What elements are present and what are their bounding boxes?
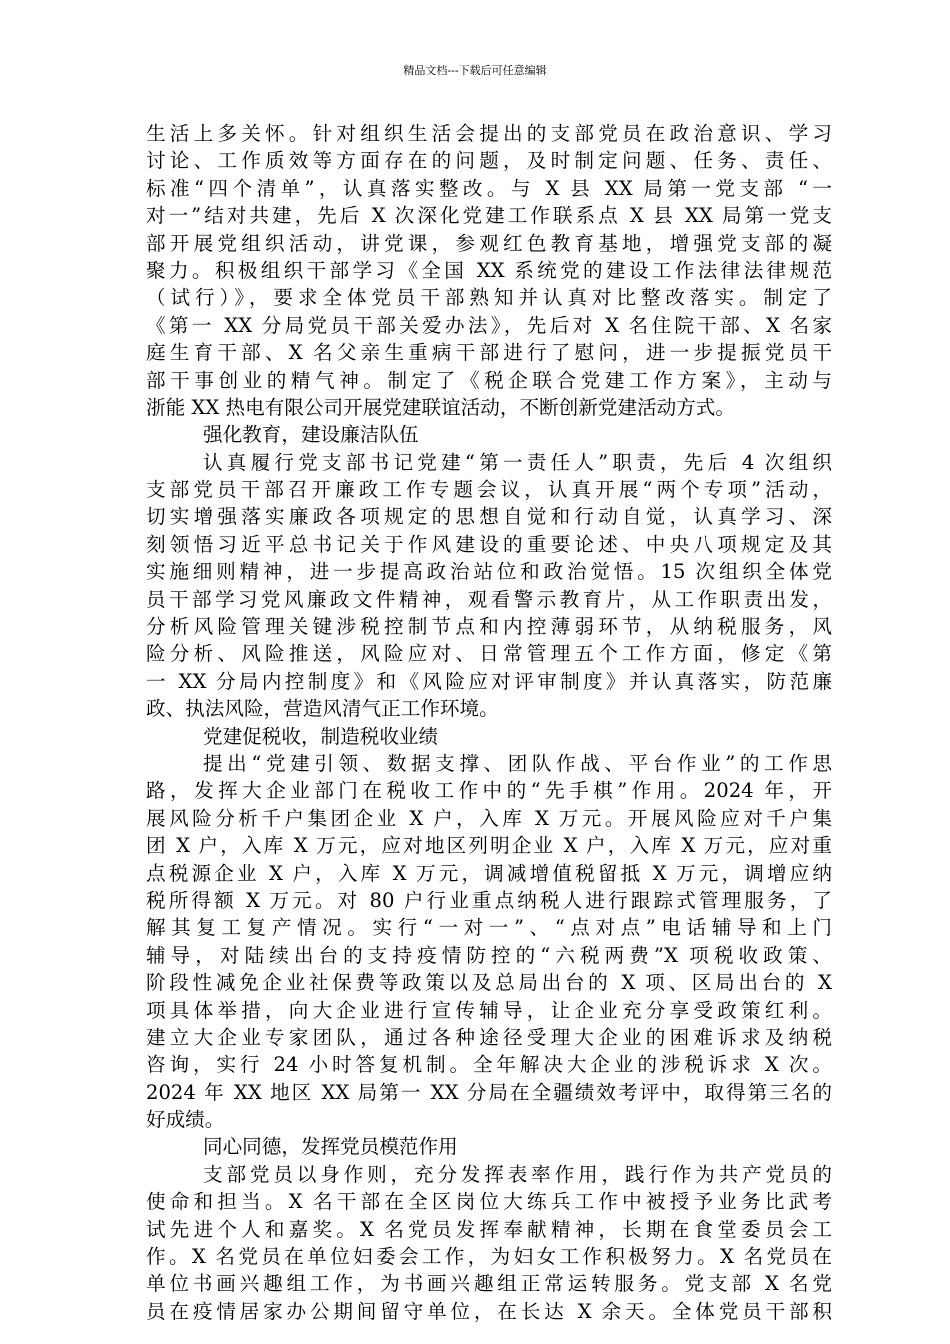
paragraph-line: 庭生育干部、X 名父亲生重病干部进行了慰问，进一步提振党员干: [146, 341, 832, 365]
paragraph-line: 一 XX 分局内控制度》和《风险应对评审制度》并认真落实，防范廉: [146, 669, 832, 693]
paragraph-line: 咨询，实行 24 小时答复机制。全年解决大企业的涉税诉求 X 次。: [146, 1053, 832, 1077]
paragraph-line: 点税源企业 X 户，入库 X 万元，调减增值税留抵 X 万元，调增应纳: [146, 861, 832, 885]
paragraph-line: 好成绩。: [146, 1108, 225, 1132]
paragraph-line: 使命和担当。X 名干部在全区岗位大练兵工作中被授予业务比武考: [146, 1190, 832, 1214]
paragraph-line: 作。X 名党员在单位妇委会工作，为妇女工作积极努力。X 名党员在: [146, 1245, 832, 1269]
paragraph-line: 部开展党组织活动，讲党课，参观红色教育基地，增强党支部的凝: [146, 231, 832, 255]
paragraph-line: 员干部学习党风廉政文件精神，观看警示教育片，从工作职责出发，: [146, 587, 832, 611]
paragraph-line: 项具体举措，向大企业进行宣传辅导，让企业充分享受政策红利。: [146, 998, 832, 1022]
paragraph-line: 认真履行党支部书记党建“第一责任人”职责，先后 4 次组织: [203, 450, 832, 474]
paragraph-line: 提出“党建引领、数据支撑、团队作战、平台作业”的工作思: [203, 751, 832, 775]
paragraph-line: 政、执法风险，营造风清气正工作环境。: [146, 697, 499, 721]
paragraph-line: 试先进个人和嘉奖。X 名党员发挥奉献精神，长期在食堂委员会工: [146, 1217, 832, 1241]
paragraph-line: 税所得额 X 万元。对 80 户行业重点纳税人进行跟踪式管理服务，了: [146, 888, 832, 912]
paragraph-line: 路，发挥大企业部门在税收工作中的“先手棋”作用。2024 年，开: [146, 779, 832, 803]
paragraph-line: 建立大企业专家团队，通过各种途径受理大企业的困难诉求及纳税: [146, 1025, 832, 1049]
paragraph-line: 标准“四个清单”，认真落实整改。与 X 县 XX 局第一党支部 “一: [146, 176, 832, 200]
section-heading: 党建促税收，制造税收业绩: [203, 724, 439, 748]
paragraph-line: 浙能 XX 热电有限公司开展党建联谊活动，不断创新党建活动方式。: [146, 395, 735, 419]
section-heading: 同心同德，发挥党员模范作用: [203, 1135, 458, 1159]
document-body: [146, 120, 832, 1325]
paragraph-line: 解其复工复产情况。实行“一对一”、“点对点”电话辅导和上门: [146, 916, 832, 940]
paragraph-line: 2024 年 XX 地区 XX 局第一 XX 分局在全疆绩效考评中，取得第三名的: [146, 1080, 832, 1104]
paragraph-line: 险分析、风险推送，风险应对、日常管理五个工作方面，修定《第: [146, 642, 832, 666]
paragraph-line: 讨论、工作质效等方面存在的问题，及时制定问题、任务、责任、: [146, 149, 832, 173]
paragraph-line: 支部党员以身作则，充分发挥表率作用，践行作为共产党员的: [203, 1162, 832, 1186]
paragraph-line: 支部党员干部召开廉政工作专题会议，认真开展“两个专项”活动，: [146, 478, 832, 502]
section-heading: 强化教育，建设廉洁队伍: [203, 423, 419, 447]
page-header: 精品文档---下载后可任意编辑: [403, 64, 547, 77]
paragraph-line: 分析风险管理关键涉税控制节点和内控薄弱环节，从纳税服务，风: [146, 615, 832, 639]
paragraph-line: 对一”结对共建，先后 X 次深化党建工作联系点 X 县 XX 局第一党支: [146, 204, 832, 228]
paragraph-line: 实施细则精神，进一步提高政治站位和政治觉悟。15 次组织全体党: [146, 560, 832, 584]
paragraph-line: 阶段性减免企业社保费等政策以及总局出台的 X 项、区局出台的 X: [146, 971, 832, 995]
paragraph-line: 切实增强落实廉政各项规定的思想自觉和行动自觉，认真学习、深: [146, 505, 832, 529]
paragraph-line: 刻领悟习近平总书记关于作风建设的重要论述、中央八项规定及其: [146, 532, 832, 556]
paragraph-line: 辅导，对陆续出台的支持疫情防控的“六税两费”X 项税收政策、: [146, 943, 832, 967]
paragraph-line: 聚力。积极组织干部学习《全国 XX 系统党的建设工作法律法律规范: [146, 258, 832, 282]
paragraph-line: 部干事创业的精气神。制定了《税企联合党建工作方案》，主动与: [146, 368, 832, 392]
paragraph-line: 团 X 户，入库 X 万元，应对地区列明企业 X 户，入库 X 万元，应对重: [146, 834, 832, 858]
paragraph-line: 员在疫情居家办公期间留守单位，在长达 X 余天。全体党员干部积: [146, 1299, 832, 1323]
paragraph-line: 单位书画兴趣组工作，为书画兴趣组正常运转服务。党支部 X 名党: [146, 1272, 832, 1296]
paragraph-line: 生活上多关怀。针对组织生活会提出的支部党员在政治意识、学习: [146, 122, 832, 145]
paragraph-line: 展风险分析千户集团企业 X 户，入库 X 万元。开展风险应对千户集: [146, 806, 832, 830]
paragraph-line: （试行）》，要求全体党员干部熟知并认真对比整改落实。制定了: [146, 286, 832, 310]
paragraph-line: 《第一 XX 分局党员干部关爱办法》，先后对 X 名住院干部、X 名家: [146, 313, 832, 337]
